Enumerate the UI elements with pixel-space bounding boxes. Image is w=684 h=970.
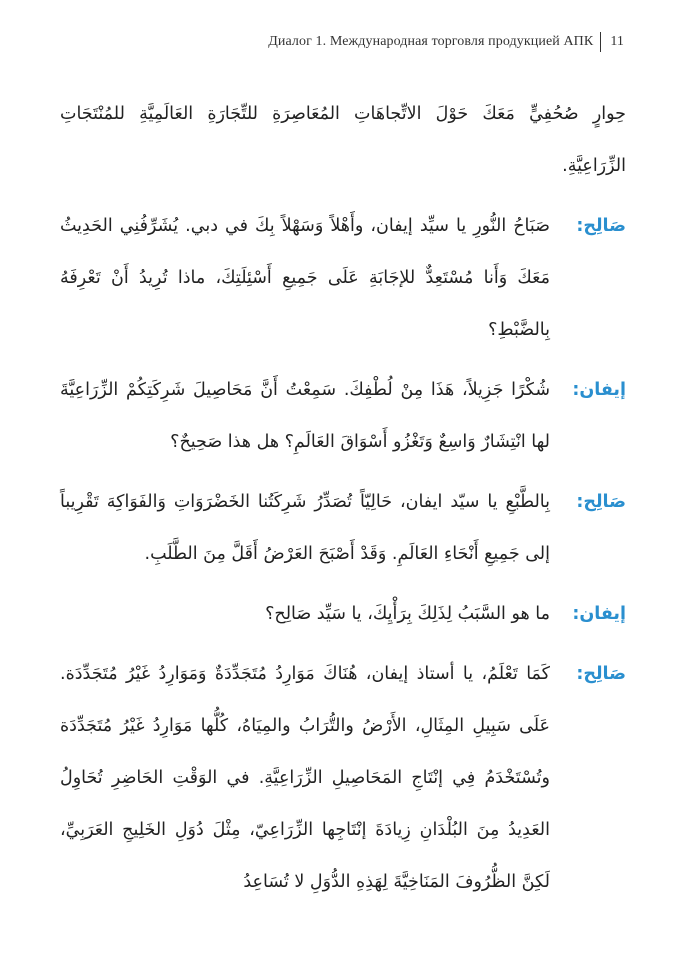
speaker-label: صَالِح:: [576, 492, 626, 512]
dialogue-entry: [60, 200, 626, 356]
header-divider: [600, 32, 601, 52]
speech-text: شُكْرًا جَزِيلاً، هَذَا مِنْ لُطْفِكَ. سَمِعْتُ أَنَّ مَحَاصِيلَ شَرِكَتِكُمْ الزِّرَاعِيَّةَ لها انْتِشَارٌ وَاسِعٌ وَتَغْزُو أَسْوَاقَ العَالَمِ؟ هل هذا صَحِيحٌ؟: [60, 380, 550, 452]
speaker-label: صَالِح:: [576, 664, 626, 684]
speaker-label: صَالِح:: [576, 216, 626, 236]
chapter-title: Диалог 1. Международная торговля продукцией АПК: [268, 34, 594, 49]
dialogue-body: [60, 88, 626, 916]
dialogue-entry: [60, 648, 626, 908]
running-header: [268, 32, 624, 52]
speech-text: ما هو السَّبَبُ لِذَلِكَ بِرَأْيِكَ، يا سَيِّد صَالِح؟: [265, 604, 550, 624]
dialogue-entry: [60, 476, 626, 580]
page-number: 11: [610, 34, 624, 49]
speech-text: صَبَاحُ النُّورِ يا سيِّد إيفان، وأَهْلاً وَسَهْلاً بِكَ في دبي. يُشَرِّفُنِي الحَدِيثُ مَعَكَ وَأَنا مُسْتَعِدٌّ للإجَابَةِ عَلَى جَمِيعِ أَسْئِلَتِكَ، ماذا تُرِيدُ أَنْ تَعْرِفَهُ بِالضَّبْطِ؟: [60, 216, 550, 340]
intro-paragraph: حِوارٍ صُحُفِيٍّ مَعَكَ حَوْلَ الاتِّجاهَاتِ المُعَاصِرَةِ للتِّجَارَةِ العَالَمِيَّةِ للمُنْتَجَاتِ الزِّرَاعِيَّةِ.: [60, 104, 626, 176]
speech-text: كَمَا تَعْلَمُ، يا أستاذ إيفان، هُنَاكَ مَوَارِدُ مُتَجَدِّدَةٌ وَمَوَارِدُ غَيْرُ مُتَجَدِّدَة. عَلَى سَبِيلِ المِثَالِ، الأَرْضُ والتُّرَابُ والمِيَاهُ، كُلُّها مَوَارِدُ غَيْرُ مُتَجَدِّدَة وتُسْتَخْدَمُ فِي إنْتَاجِ المَحَاصِيلِ الزِّرَاعِيَّةِ. في الوَقْتِ الحَاضِرِ تُحَاوِلُ العَدِيدُ مِنَ البُلْدَانِ زِيادَةَ إنْتَاجِها الزِّرَاعِيّ، مِثْلَ دُوَلِ الخَلِيجِ العَرَبِيِّ، لَكِنَّ الظُّرُوفَ المَنَاخِيَّةَ لِهَذِهِ الدُّوَلِ لا تُسَاعِدُ: [60, 664, 550, 892]
speaker-label: إيفان:: [572, 604, 626, 624]
dialogue-entry: [60, 588, 626, 640]
speaker-label: إيفان:: [572, 380, 626, 400]
speech-text: بِالطَّبْعِ يا سيّد ايفان، حَالِيّاً تُصَدِّرُ شَرِكَتُنا الخَضْرَوَاتِ وَالفَوَاكِهَ تَقْرِيباً إلى جَمِيعِ أَنْحَاءِ العَالَمِ. وَقَدْ أَصْبَحَ العَرْضُ أَقَلَّ مِنَ الطَّلَبِ.: [60, 492, 550, 564]
dialogue-entry: [60, 364, 626, 468]
